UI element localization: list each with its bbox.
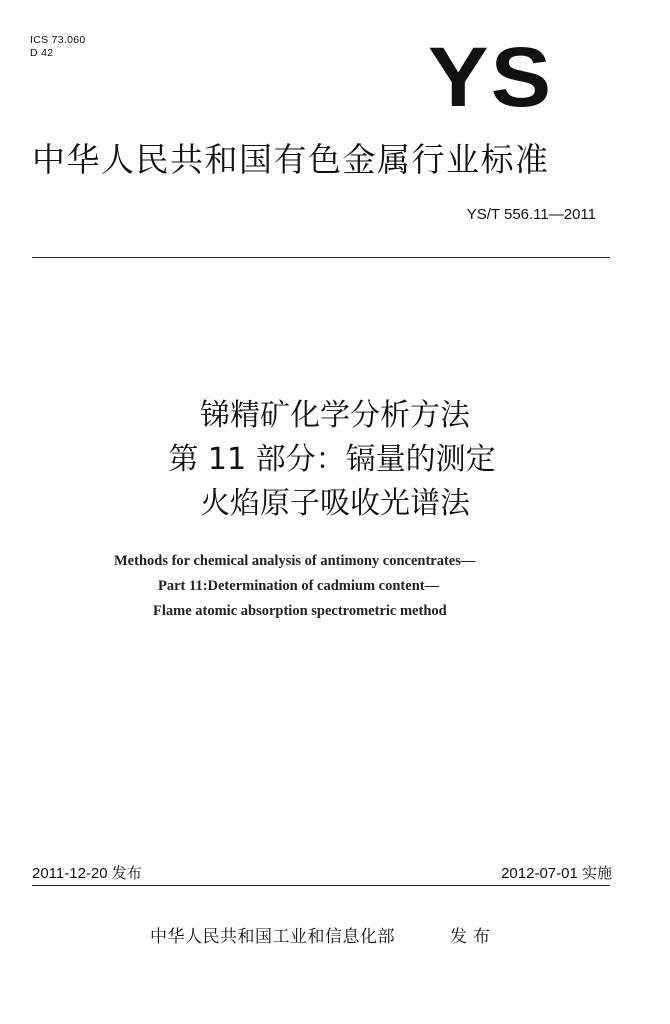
bottom-divider — [32, 885, 610, 886]
chinese-title-line-1: 锑精矿化学分析方法 — [200, 398, 470, 433]
issue-date: 2011-12-20 发布 — [32, 865, 142, 882]
classification-codes — [30, 34, 86, 60]
english-title-line-2: Part 11:Determination of cadmium content— — [158, 578, 440, 594]
chinese-title — [0, 394, 670, 526]
implementation-date: 2012-07-01 实施 — [501, 865, 612, 882]
standard-category-title: 中华人民共和国有色金属行业标准 — [32, 140, 550, 179]
top-divider — [32, 257, 610, 258]
publisher-name: 中华人民共和国工业和信息化部 — [150, 927, 395, 947]
english-title-line-3: Flame atomic absorption spectrometric method — [153, 603, 447, 619]
ccs-code: D 42 — [30, 47, 54, 59]
chinese-title-line-2: 第 11 部分：镉量的测定 — [168, 442, 496, 477]
english-title-line-1: Methods for chemical analysis of antimony concentrates— — [114, 553, 476, 569]
chinese-title-line-3: 火焰原子吸收光谱法 — [200, 486, 470, 521]
ics-code: ICS 73.060 — [30, 34, 86, 46]
publish-label: 发布 — [450, 927, 496, 947]
standard-number: YS/T 556.11—2011 — [466, 206, 596, 223]
english-title — [0, 549, 670, 624]
ys-logo: YS — [428, 30, 554, 124]
